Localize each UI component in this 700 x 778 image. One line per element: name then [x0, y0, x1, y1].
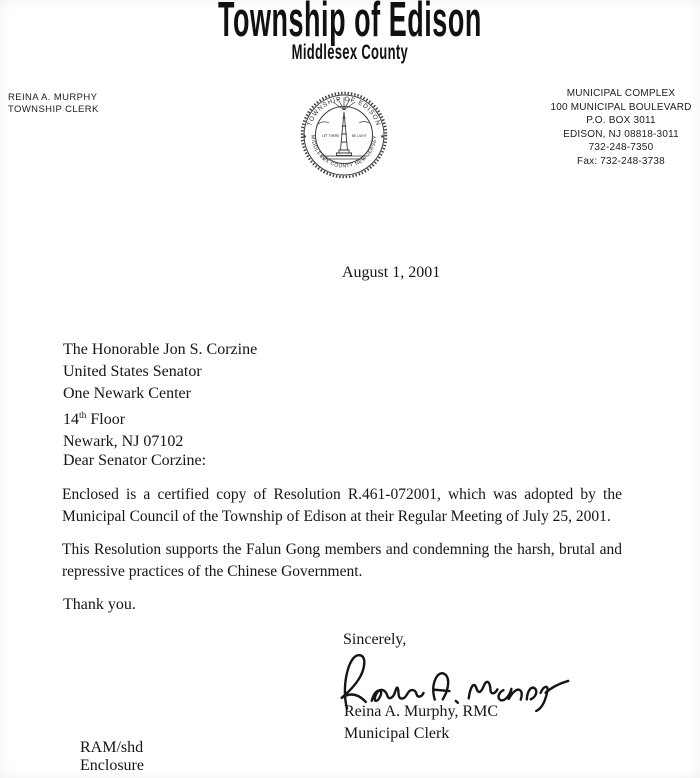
recipient-floor: [63, 405, 257, 431]
township-title-text: Township of Edison: [218, 0, 482, 47]
seal-star-left: ★: [302, 134, 307, 140]
body-paragraph-2: [62, 539, 622, 583]
svg-text:MIDDLESEX COUNTY NEW JERSEY: [309, 135, 378, 170]
clerk-block: [8, 92, 99, 116]
seal-top-arc-text: TOWNSHIP OF EDISON: [306, 95, 382, 128]
address-line: EDISON, NJ 08818-3011: [563, 128, 679, 140]
paragraph-line: Municipal Council of the Township of Edison at their Regular Meeting of July 25, 2001.: [62, 508, 611, 525]
salutation: Dear Senator Corzine:: [63, 452, 207, 469]
letter-date: August 1, 2001: [342, 264, 441, 281]
floor-label: Floor: [86, 411, 126, 428]
recipient-name: The Honorable Jon S. Corzine: [63, 341, 258, 358]
recipient-address-block: [63, 339, 257, 453]
body-paragraph-1: [62, 484, 622, 528]
address-line: MUNICIPAL COMPLEX: [566, 88, 676, 99]
paragraph-line: Enclosed is a certified copy of Resolution R.461-072001, which was adopted by the: [62, 486, 622, 503]
address-line: Fax: 732-248-3738: [577, 155, 665, 167]
signer-typed-title: Municipal Clerk: [344, 725, 450, 742]
address-line: 100 MUNICIPAL BOULEVARD: [550, 101, 692, 113]
letterhead-county-subtitle: [0, 41, 700, 65]
letterhead-township-title: [0, 0, 700, 47]
reference-initials: RAM/shd: [80, 739, 144, 756]
seal-motto-right: BE LIGHT: [352, 134, 367, 138]
recipient-city: Newark, NJ 07102: [63, 433, 184, 450]
township-seal-icon: [299, 90, 389, 180]
floor-ordinal: th: [79, 411, 87, 421]
address-line: P.O. BOX 3011: [586, 115, 656, 126]
clerk-title: TOWNSHIP CLERK: [8, 104, 99, 115]
address-line: 732-248-7350: [588, 142, 654, 153]
paragraph-line: This Resolution supports the Falun Gong members and condemning the harsh, brutal and: [62, 541, 622, 558]
thank-you-line: Thank you.: [63, 596, 136, 613]
floor-number: 14: [63, 411, 79, 428]
clerk-name: REINA A. MURPHY: [8, 92, 98, 103]
seal-star-right: ★: [380, 134, 385, 140]
recipient-title: United States Senator: [63, 363, 202, 380]
municipal-address-block: [545, 87, 697, 168]
closing-word: Sincerely,: [343, 631, 407, 648]
enclosure-note: Enclosure: [80, 757, 144, 774]
recipient-street: One Newark Center: [63, 385, 191, 402]
seal-motto-left: LET THERE: [322, 134, 340, 138]
county-subtitle-text: Middlesex County: [291, 41, 409, 64]
seal-bottom-arc-text: MIDDLESEX COUNTY NEW JERSEY: [309, 134, 379, 170]
paragraph-line: repressive practices of the Chinese Government.: [62, 563, 363, 580]
signer-typed-name: Reina A. Murphy, RMC: [344, 703, 499, 720]
